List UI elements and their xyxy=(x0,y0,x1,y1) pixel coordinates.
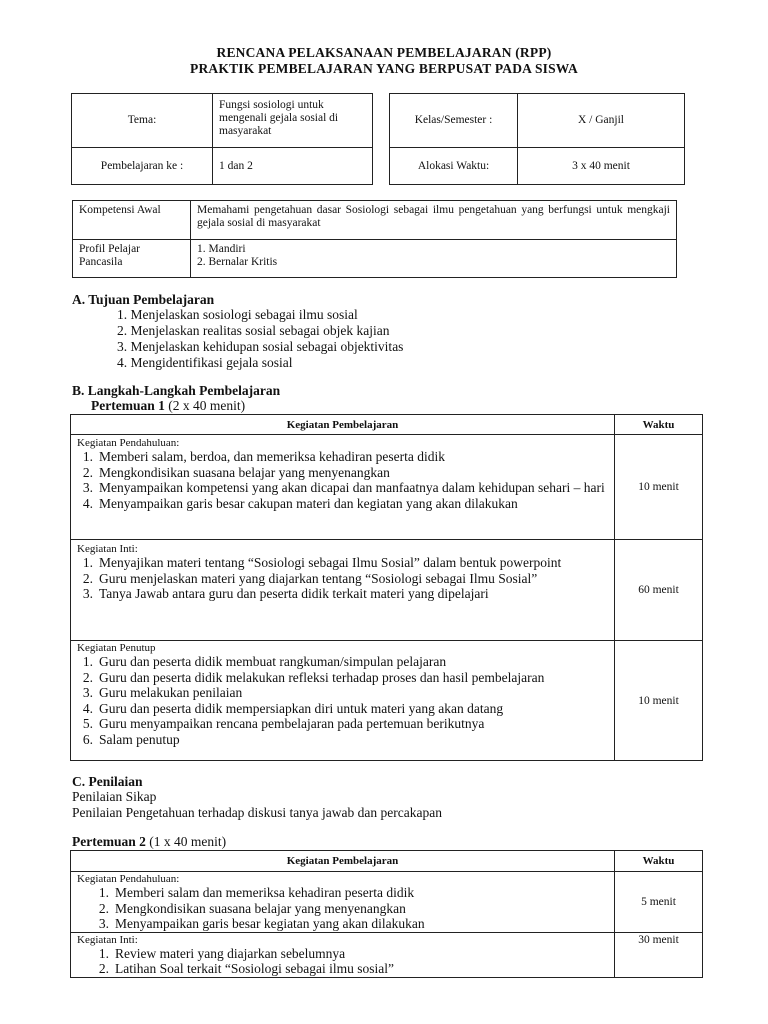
activity-list xyxy=(71,449,614,511)
activity-label: Kegiatan Inti: xyxy=(77,933,138,946)
kelas-value: X / Ganjil xyxy=(578,114,624,126)
tujuan-item: 1. Menjelaskan sosiologi sebagai ilmu sosial xyxy=(117,307,358,322)
meeting-1-title xyxy=(91,398,245,415)
table2-row-pendahuluan xyxy=(71,872,615,933)
activity-list xyxy=(71,555,614,602)
tujuan-list xyxy=(117,307,403,371)
activity-item: 2. Guru dan peserta didik melakukan refleksi terhadap proses dan hasil pembelajaran xyxy=(82,669,545,685)
kelas-value-cell xyxy=(518,94,685,148)
table1-row-inti xyxy=(71,540,615,641)
pembelajaran-label: Pembelajaran ke : xyxy=(100,159,184,172)
profil-item: 1. Mandiri xyxy=(197,243,246,255)
meeting-2-title xyxy=(72,834,226,851)
activity-item: 1. Review materi yang diajarkan sebelumnya xyxy=(98,945,346,961)
profil-label-cell xyxy=(73,240,191,278)
activity-label: Kegiatan Pendahuluan: xyxy=(77,873,180,885)
kompetensi-table xyxy=(72,200,677,278)
activity-item: 1. Memberi salam dan memeriksa kehadiran peserta didik xyxy=(98,885,415,900)
meeting-2-duration: (1 x 40 menit) xyxy=(145,834,227,849)
info-table-left xyxy=(71,93,373,185)
table2-time-pendahuluan: 5 menit xyxy=(615,872,703,933)
activity-item: 5. Guru menyampaikan rencana pembelajaran pada pertemuan berikutnya xyxy=(82,716,485,731)
activity-label: Kegiatan Pendahuluan: xyxy=(77,437,180,449)
kompetensi-awal-label-cell xyxy=(73,201,191,240)
tujuan-item: 2. Menjelaskan realitas sosial sebagai objek kajian xyxy=(117,323,390,338)
activity-list xyxy=(71,885,614,932)
table2-header-time: Waktu xyxy=(615,851,703,872)
alokasi-label-cell xyxy=(390,148,518,185)
activity-item: 3. Guru melakukan penilaian xyxy=(82,685,243,700)
tema-label-cell xyxy=(72,94,213,148)
activity-item: 2. Mengkondisikan suasana belajar yang menyenangkan xyxy=(82,464,390,480)
document-title-line-2: PRAKTIK PEMBELAJARAN YANG BERPUSAT PADA SISWA xyxy=(190,61,578,76)
profil-value-cell xyxy=(191,240,677,278)
activity-item: 4. Guru dan peserta didik mempersiapkan diri untuk materi yang akan datang xyxy=(82,700,504,716)
profil-items xyxy=(191,240,676,272)
table2-time-inti: 30 menit xyxy=(615,932,703,977)
activity-table-meeting-1 xyxy=(70,414,703,761)
pembelajaran-label-cell xyxy=(72,148,213,185)
profil-item: 2. Bernalar Kritis xyxy=(197,256,278,268)
section-c-heading: C. Penilaian xyxy=(72,774,143,789)
info-table-right xyxy=(389,93,685,185)
table2-row-inti xyxy=(71,932,615,977)
alokasi-value: 3 x 40 menit xyxy=(572,159,630,172)
activity-label: Kegiatan Inti: xyxy=(77,543,138,555)
activity-table-meeting-2 xyxy=(70,850,703,978)
penilaian-line-2: Penilaian Pengetahuan terhadap diskusi tanya jawab dan percakapan xyxy=(72,805,442,820)
activity-item: 2. Latihan Soal terkait “Sosiologi sebagai ilmu sosial” xyxy=(98,961,394,976)
meeting-2-label: Pertemuan 2 xyxy=(72,834,146,849)
section-a-heading: A. Tujuan Pembelajaran xyxy=(72,292,215,307)
tema-value-cell xyxy=(213,94,373,148)
kompetensi-awal-value: Memahami pengetahuan dasar Sosiologi sebagai ilmu pengetahuan yang berfungsi untuk mengkaji gejala sosial di masyarakat xyxy=(197,204,670,229)
pembelajaran-value-cell xyxy=(213,148,373,185)
activity-item: 3. Menyampaikan kompetensi yang akan dicapai dan manfaatnya dalam kehidupan sehari – hari xyxy=(82,480,605,495)
profil-label-line-1: Profil Pelajar xyxy=(79,243,140,255)
meeting-1-duration: (2 x 40 menit) xyxy=(164,398,246,413)
activity-item: 2. Guru menjelaskan materi yang diajarkan tentang “Sosiologi sebagai Ilmu Sosial” xyxy=(82,570,538,586)
tujuan-item: 3. Menjelaskan kehidupan sosial sebagai objektivitas xyxy=(117,339,404,354)
profil-label xyxy=(73,240,190,272)
activity-item: 2. Mengkondisikan suasana belajar yang menyenangkan xyxy=(98,900,406,916)
section-b-heading: B. Langkah-Langkah Pembelajaran xyxy=(72,383,281,398)
activity-list xyxy=(71,654,614,747)
activity-list xyxy=(71,946,614,977)
document-title-line-1: RENCANA PELAKSANAAN PEMBELAJARAN (RPP) xyxy=(216,45,552,60)
activity-item: 1. Memberi salam, berdoa, dan memeriksa kehadiran peserta didik xyxy=(82,449,445,464)
activity-item: 1. Menyajikan materi tentang “Sosiologi sebagai Ilmu Sosial” dalam bentuk powerpoint xyxy=(82,555,562,570)
activity-item: 3. Menyampaikan garis besar kegiatan yang akan dilakukan xyxy=(98,916,425,931)
meeting-1-label: Pertemuan 1 xyxy=(91,398,165,413)
tema-label: Tema: xyxy=(127,114,157,126)
table1-time-inti: 60 menit xyxy=(615,540,703,641)
kelas-label: Kelas/Semester : xyxy=(414,114,493,126)
pembelajaran-value: 1 dan 2 xyxy=(219,159,253,172)
table1-time-penutup: 10 menit xyxy=(615,641,703,761)
activity-item: 4. Menyampaikan garis besar cakupan materi dan kegiatan yang akan dilakukan xyxy=(82,495,518,511)
table1-row-penutup xyxy=(71,641,615,761)
tujuan-item: 4. Mengidentifikasi gejala sosial xyxy=(117,355,293,370)
profil-label-line-2: Pancasila xyxy=(79,256,123,268)
table1-header-activity: Kegiatan Pembelajaran xyxy=(71,415,615,435)
alokasi-value-cell xyxy=(518,148,685,185)
kelas-label-cell xyxy=(390,94,518,148)
kompetensi-awal-label: Kompetensi Awal xyxy=(79,204,161,216)
table1-row-pendahuluan xyxy=(71,435,615,540)
table1-time-pendahuluan: 10 menit xyxy=(615,435,703,540)
activity-item: 6. Salam penutup xyxy=(82,731,180,747)
penilaian-line-1: Penilaian Sikap xyxy=(72,789,157,804)
kompetensi-awal-value-cell xyxy=(191,201,677,240)
activity-item: 3. Tanya Jawab antara guru dan peserta didik terkait materi yang dipelajari xyxy=(82,586,489,601)
tema-value: Fungsi sosiologi untuk mengenali gejala sosial di masyarakat xyxy=(219,99,339,137)
table2-header-activity: Kegiatan Pembelajaran xyxy=(71,851,615,872)
table1-header-time: Waktu xyxy=(615,415,703,435)
activity-item: 1. Guru dan peserta didik membuat rangkuman/simpulan pelajaran xyxy=(82,654,447,669)
activity-label: Kegiatan Penutup xyxy=(77,642,156,654)
alokasi-label: Alokasi Waktu: xyxy=(417,159,490,172)
